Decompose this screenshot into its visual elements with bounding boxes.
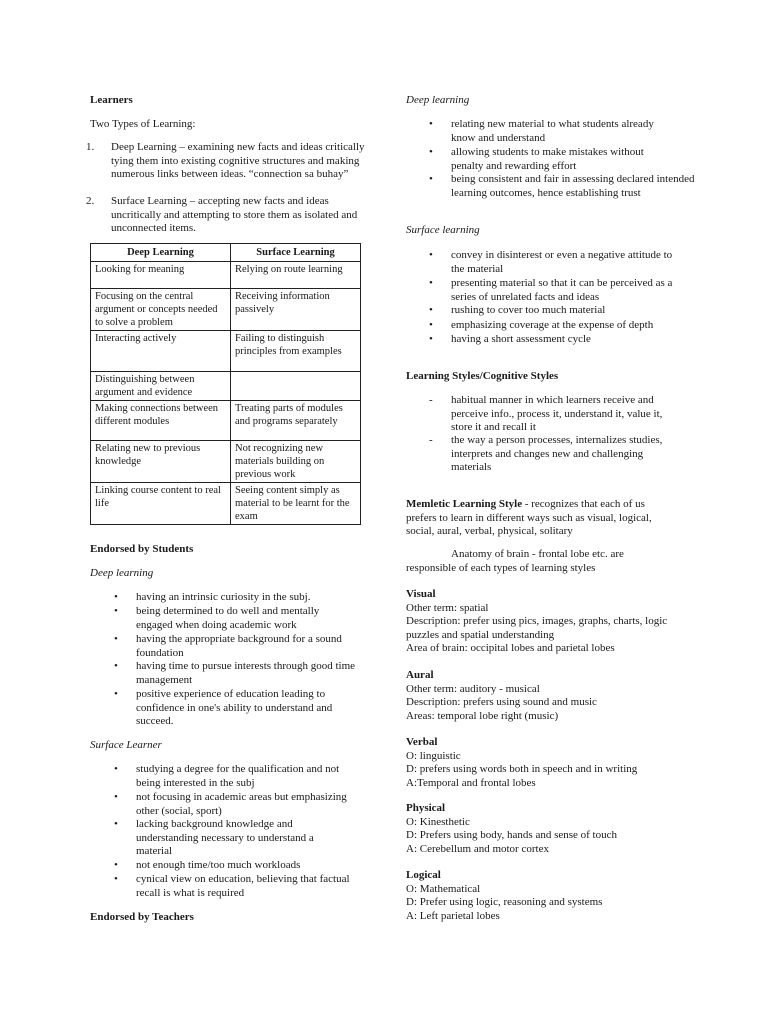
section-line: A: Cerebellum and motor cortex xyxy=(406,842,549,855)
section-line: D: Prefer using logic, reasoning and systems xyxy=(406,896,603,908)
list-item: • relating new material to what students already know and understand xyxy=(429,118,654,144)
table-cell: Linking course content to real life xyxy=(91,483,231,525)
section-line: O: Kinesthetic xyxy=(406,815,470,828)
physical-section xyxy=(406,802,706,856)
section-line: A:Temporal and frontal lobes xyxy=(406,776,536,789)
table-header-row xyxy=(91,244,361,262)
table-cell: Treating parts of modules and programs separately xyxy=(231,401,361,441)
table-cell: Failing to distinguish principles from examples xyxy=(231,331,361,372)
bullet-icon: • xyxy=(114,791,118,803)
section-line: O: Mathematical xyxy=(406,882,481,895)
list-item: • allowing students to make mistakes without penalty and rewarding effort xyxy=(429,146,644,172)
endorsed-teachers-heading: Endorsed by Teachers xyxy=(90,911,194,923)
table-cell xyxy=(231,372,361,401)
table-cell: Distinguishing between argument and evidence xyxy=(91,372,231,401)
table-cell: Making connections between different modules xyxy=(91,401,231,441)
table-row xyxy=(91,262,361,289)
bullet-icon: • xyxy=(429,304,433,316)
table-cell: Relating new to previous knowledge xyxy=(91,441,231,483)
deep-learning-label: Deep learning xyxy=(90,567,154,579)
section-line: Description: prefer using pics, images, graphs, charts, logic puzzles and spatial understanding xyxy=(406,615,668,641)
table-row xyxy=(91,483,361,525)
bullet-icon: • xyxy=(429,319,433,331)
table-cell: Seeing content simply as material to be learnt for the exam xyxy=(231,483,361,525)
bullet-icon: • xyxy=(429,146,433,158)
surface-learner-label: Surface Learner xyxy=(90,739,162,751)
bullet-icon: • xyxy=(114,763,118,775)
list-item: 2. Surface Learning – accepting new facts and ideas uncritically and attempting to store them as isolated and unconnected items. xyxy=(86,195,358,234)
list-item: • convey in disinterest or even a negative attitude to the material xyxy=(429,249,673,275)
table-cell: Interacting actively xyxy=(91,331,231,372)
section-title: Physical xyxy=(406,802,446,814)
list-item: • rushing to cover too much material xyxy=(429,304,606,316)
endorsed-students-heading: Endorsed by Students xyxy=(90,543,194,555)
anatomy-note: Anatomy of brain - frontal lobe etc. are responsible of each types of learning styles xyxy=(406,548,624,574)
table-header-surface: Surface Learning xyxy=(231,244,361,262)
list-item: • having time to pursue interests through good time management xyxy=(114,660,356,686)
bullet-icon: • xyxy=(114,859,118,871)
list-item: • not focusing in academic areas but emphasizing other (social, sport) xyxy=(114,791,347,817)
verbal-section xyxy=(406,736,706,790)
bullet-icon: • xyxy=(114,818,118,830)
learning-comparison-table xyxy=(90,243,361,525)
section-line: O: linguistic xyxy=(406,749,461,762)
surface-learning-label: Surface learning xyxy=(406,224,480,236)
bullet-icon: • xyxy=(429,333,433,345)
bullet-icon: • xyxy=(114,633,118,645)
section-title: Logical xyxy=(406,869,441,881)
list-item: • positive experience of education leading to confidence in one's ability to understand and succeed. xyxy=(114,688,333,727)
list-item: • not enough time/too much workloads xyxy=(114,859,301,871)
learning-styles-heading: Learning Styles/Cognitive Styles xyxy=(406,370,559,382)
table-row xyxy=(91,331,361,372)
bullet-icon: • xyxy=(429,118,433,130)
list-item: • presenting material so that it can be perceived as a series of unrelated facts and ideas xyxy=(429,277,673,303)
section-title: Verbal xyxy=(406,736,438,748)
memletic-term: Memletic Learning Style xyxy=(406,498,523,510)
section-line: Areas: temporal lobe right (music) xyxy=(406,709,559,722)
deep-learning-label: Deep learning xyxy=(406,94,470,106)
table-cell: Looking for meaning xyxy=(91,262,231,289)
section-line: D: prefers using words both in speech and in writing xyxy=(406,763,638,775)
bullet-icon: • xyxy=(429,277,433,289)
list-item: - the way a person processes, internalizes studies, interprets and changes new and challenging materials xyxy=(429,434,663,473)
table-cell: Not recognizing new materials building on previous work xyxy=(231,441,361,483)
bullet-icon: • xyxy=(429,249,433,261)
bullet-icon: • xyxy=(114,660,118,672)
bullet-icon: • xyxy=(114,873,118,885)
section-line: Other term: auditory - musical xyxy=(406,682,540,695)
section-title: Aural xyxy=(406,669,434,681)
list-item: • lacking background knowledge and understanding necessary to understand a material xyxy=(114,818,314,857)
logical-section xyxy=(406,869,706,923)
list-item: • studying a degree for the qualification and not being interested in the subj xyxy=(114,763,340,789)
section-line: A: Left parietal lobes xyxy=(406,909,500,922)
table-cell: Relying on route learning xyxy=(231,262,361,289)
list-item: 1. Deep Learning – examining new facts and ideas critically tying them into existing cognitive structures and making numerous links between ideas. “connection sa buhay” xyxy=(86,141,365,180)
aural-section xyxy=(406,669,696,723)
list-item: • having an intrinsic curiosity in the subj. xyxy=(114,591,311,603)
list-item: • emphasizing coverage at the expense of depth xyxy=(429,319,654,331)
list-item: • having the appropriate background for a sound foundation xyxy=(114,633,342,659)
section-line: D: Prefers using body, hands and sense of touch xyxy=(406,829,617,841)
dash-icon: - xyxy=(429,394,433,406)
section-line: Area of brain: occipital lobes and parietal lobes xyxy=(406,642,615,654)
list-item: • having a short assessment cycle xyxy=(429,333,591,345)
visual-section xyxy=(406,588,696,656)
table-row xyxy=(91,289,361,331)
bullet-icon: • xyxy=(114,605,118,617)
two-types-label: Two Types of Learning: xyxy=(90,118,196,130)
list-item: • being determined to do well and mentally engaged when doing academic work xyxy=(114,605,320,631)
memletic-paragraph: Memletic Learning Style - recognizes that each of us prefers to learn in different ways such as visual, logical, social, aural, verbal, physical, solitary xyxy=(406,498,652,537)
bullet-icon: • xyxy=(114,591,118,603)
dash-icon: - xyxy=(429,434,433,446)
section-title: Visual xyxy=(406,588,436,600)
list-item: • being consistent and fair in assessing declared intended learning outcomes, hence establishing trust xyxy=(429,173,695,199)
table-header-deep: Deep Learning xyxy=(91,244,231,262)
table-cell: Focusing on the central argument or concepts needed to solve a problem xyxy=(91,289,231,331)
learners-heading: Learners xyxy=(90,94,133,106)
section-line: Description: prefers using sound and music xyxy=(406,696,597,708)
list-item: • cynical view on education, believing that factual recall is what is required xyxy=(114,873,350,899)
bullet-icon: • xyxy=(429,173,433,185)
table-row xyxy=(91,441,361,483)
section-line: Other term: spatial xyxy=(406,601,489,614)
bullet-icon: • xyxy=(114,688,118,700)
table-row xyxy=(91,401,361,441)
table-cell: Receiving information passively xyxy=(231,289,361,331)
list-item: - habitual manner in which learners receive and perceive info., process it, understand it, value it, store it and recall it xyxy=(429,394,663,433)
table-row xyxy=(91,372,361,401)
